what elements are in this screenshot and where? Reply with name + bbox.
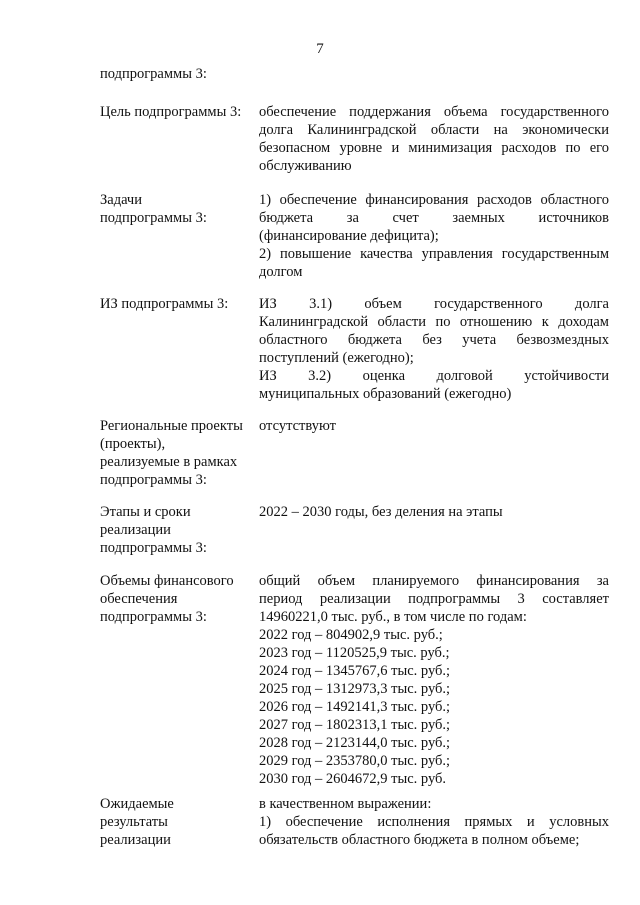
content-line: областного бюджета без учета безвозмездных: [259, 332, 609, 348]
label-line: Региональные проекты: [100, 418, 243, 434]
label-line: Цель подпрограммы 3:: [100, 104, 242, 120]
content-line: обеспечение поддержания объема государственного: [259, 104, 609, 120]
funding-year-line: 2022 год – 804902,9 тыс. руб.;: [259, 627, 443, 643]
content-line: безопасном уровне и минимизация расходов по его: [259, 140, 609, 156]
label-line: Задачи: [100, 192, 142, 208]
funding-year-line: 2024 год – 1345767,6 тыс. руб.;: [259, 663, 451, 679]
label-line: Этапы и сроки: [100, 504, 191, 520]
content-line: 2) повышение качества управления государственным: [259, 246, 609, 262]
content-line: обязательств областного бюджета в полном объеме;: [259, 832, 580, 848]
page-number: 7: [316, 41, 324, 57]
content-line: Калининградской области по отношению к доходам: [259, 314, 609, 330]
label-line: реализации: [100, 522, 171, 538]
content-line: ИЗ 3.2) оценка долговой устойчивости: [259, 368, 609, 384]
section-label: [100, 191, 250, 227]
label-line: результаты: [100, 814, 168, 830]
content-line: долга Калининградской области на экономически: [259, 122, 609, 138]
content-line: бюджета за счет заемных источников: [259, 210, 609, 226]
content-line: обслуживанию: [259, 158, 352, 174]
funding-year-line: 2029 год – 2353780,0 тыс. руб.;: [259, 753, 451, 769]
label-line: подпрограммы 3:: [100, 540, 207, 556]
label-line: Ожидаемые: [100, 796, 174, 812]
content-line: отсутствуют: [259, 418, 336, 434]
section-label: [100, 795, 250, 849]
label-line: подпрограммы 3:: [100, 609, 207, 625]
section-content: [259, 103, 609, 175]
section-content: [259, 295, 609, 403]
content-line: ИЗ 3.1) объем государственного долга: [259, 296, 609, 312]
funding-year-line: 2023 год – 1120525,9 тыс. руб.;: [259, 645, 450, 661]
funding-year-line: 2027 год – 1802313,1 тыс. руб.;: [259, 717, 451, 733]
section-label: [100, 103, 250, 121]
section-content: [259, 503, 609, 521]
content-line: 1) обеспечение финансирования расходов областного: [259, 192, 609, 208]
label-line: Объемы финансового: [100, 573, 234, 589]
section-label: [100, 503, 250, 557]
section-content: [259, 191, 609, 281]
funding-year-line: 2026 год – 1492141,3 тыс. руб.;: [259, 699, 451, 715]
funding-year-line: 2025 год – 1312973,3 тыс. руб.;: [259, 681, 451, 697]
label-line: подпрограммы 3:: [100, 210, 207, 226]
section-label: [100, 65, 250, 83]
content-line: общий объем планируемого финансирования за: [259, 573, 609, 589]
section-content: [259, 795, 609, 849]
label-line: реализации: [100, 832, 171, 848]
label-line: (проекты),: [100, 436, 166, 452]
section-content: [259, 417, 609, 435]
content-line: 14960221,0 тыс. руб., в том числе по годам:: [259, 609, 527, 625]
content-line: долгом: [259, 264, 303, 280]
label-line: подпрограммы 3:: [100, 472, 207, 488]
label-line: обеспечения: [100, 591, 178, 607]
label-line: реализуемые в рамках: [100, 454, 238, 470]
funding-year-line: 2028 год – 2123144,0 тыс. руб.;: [259, 735, 451, 751]
funding-year-line: 2030 год – 2604672,9 тыс. руб.: [259, 771, 447, 787]
section-label: [100, 295, 250, 313]
section-label: [100, 572, 250, 626]
content-line: муниципальных образований (ежегодно): [259, 386, 512, 402]
content-line: 2022 – 2030 годы, без деления на этапы: [259, 504, 503, 520]
content-line: поступлений (ежегодно);: [259, 350, 414, 366]
section-label: [100, 417, 250, 489]
content-line: 1) обеспечение исполнения прямых и условных: [259, 814, 609, 830]
content-line: в качественном выражении:: [259, 796, 432, 812]
label-line: ИЗ подпрограммы 3:: [100, 296, 229, 312]
content-line: период реализации подпрограммы 3 составляет: [259, 591, 609, 607]
section-content: [259, 572, 609, 788]
content-line: (финансирование дефицита);: [259, 228, 439, 244]
label-line: подпрограммы 3:: [100, 66, 207, 82]
